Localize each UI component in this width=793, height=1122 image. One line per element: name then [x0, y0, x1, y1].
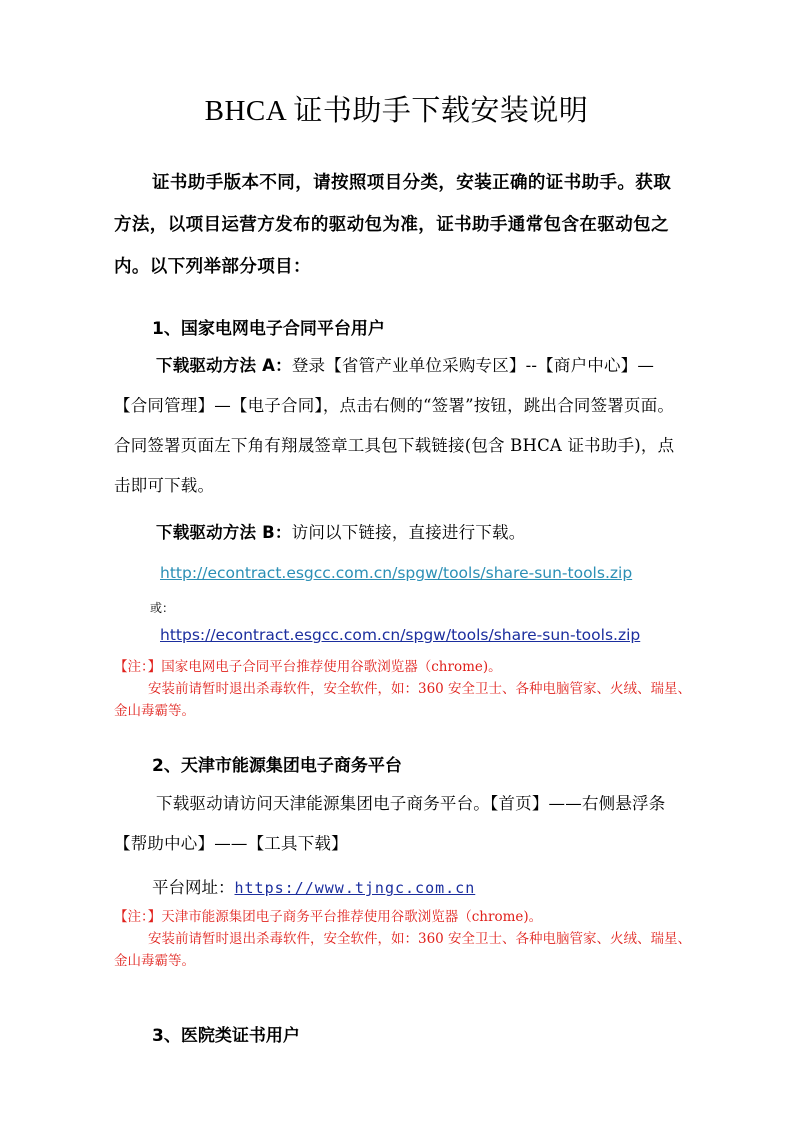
- or-label: 或：: [150, 601, 175, 615]
- note-1-antivirus: 安装前请暂时退出杀毒软件，安全软件，如：360 安全卫士、各种电脑管家、火绒、瑞星、金山毒霸等。: [114, 681, 692, 719]
- method-b-text: 访问以下链接，直接进行下载。: [291, 523, 526, 542]
- section-2-note: [114, 906, 694, 972]
- platform-url-row: [152, 874, 475, 898]
- method-a-text: 登录【省管产业单位采购专区】--【商户中心】—【合同管理】—【电子合同】，点击右侧的“签署”按钮，跳出合同签署页面。合同签署页面左下角有翔晟签章工具包下载链接(包含 BHCA 证书助手)，点击即可下载。: [114, 356, 675, 495]
- platform-url-link[interactable]: https://www.tjngc.com.cn: [234, 879, 476, 897]
- platform-url-label: 平台网址：: [152, 878, 235, 897]
- note-1-line: 【注：】国家电网电子合同平台推荐使用谷歌浏览器（chrome)。: [114, 659, 502, 675]
- method-a-lead: 下载驱动方法 A：: [156, 356, 292, 375]
- method-b-paragraph: [114, 513, 686, 553]
- section-2-paragraph: 下载驱动请访问天津能源集团电子商务平台。【首页】——右侧悬浮条【帮助中心】——【工具下载】: [114, 794, 666, 853]
- section-1-note: [114, 656, 694, 722]
- page-title: BHCA 证书助手下载安装说明: [204, 95, 589, 127]
- section-3-heading: 3、医院类证书用户: [152, 1026, 300, 1046]
- download-link-https[interactable]: https://econtract.esgcc.com.cn/spgw/tools/share-sun-tools.zip: [160, 626, 641, 644]
- note-2-line: 【注：】天津市能源集团电子商务平台推荐使用谷歌浏览器（chrome)。: [114, 909, 543, 925]
- section-1-heading: 1、国家电网电子合同平台用户: [152, 319, 385, 339]
- download-link-http[interactable]: http://econtract.esgcc.com.cn/spgw/tools/share-sun-tools.zip: [160, 564, 633, 582]
- section-2-heading: 2、天津市能源集团电子商务平台: [152, 756, 402, 776]
- method-a-paragraph: [114, 346, 686, 506]
- intro-paragraph: 证书助手版本不同，请按照项目分类，安装正确的证书助手。获取方法，以项目运营方发布的驱动包为准，证书助手通常包含在驱动包之内。以下列举部分项目：: [114, 173, 672, 277]
- method-b-lead: 下载驱动方法 B：: [156, 523, 292, 542]
- note-2-antivirus: 安装前请暂时退出杀毒软件，安全软件，如：360 安全卫士、各种电脑管家、火绒、瑞星、金山毒霸等。: [114, 931, 692, 969]
